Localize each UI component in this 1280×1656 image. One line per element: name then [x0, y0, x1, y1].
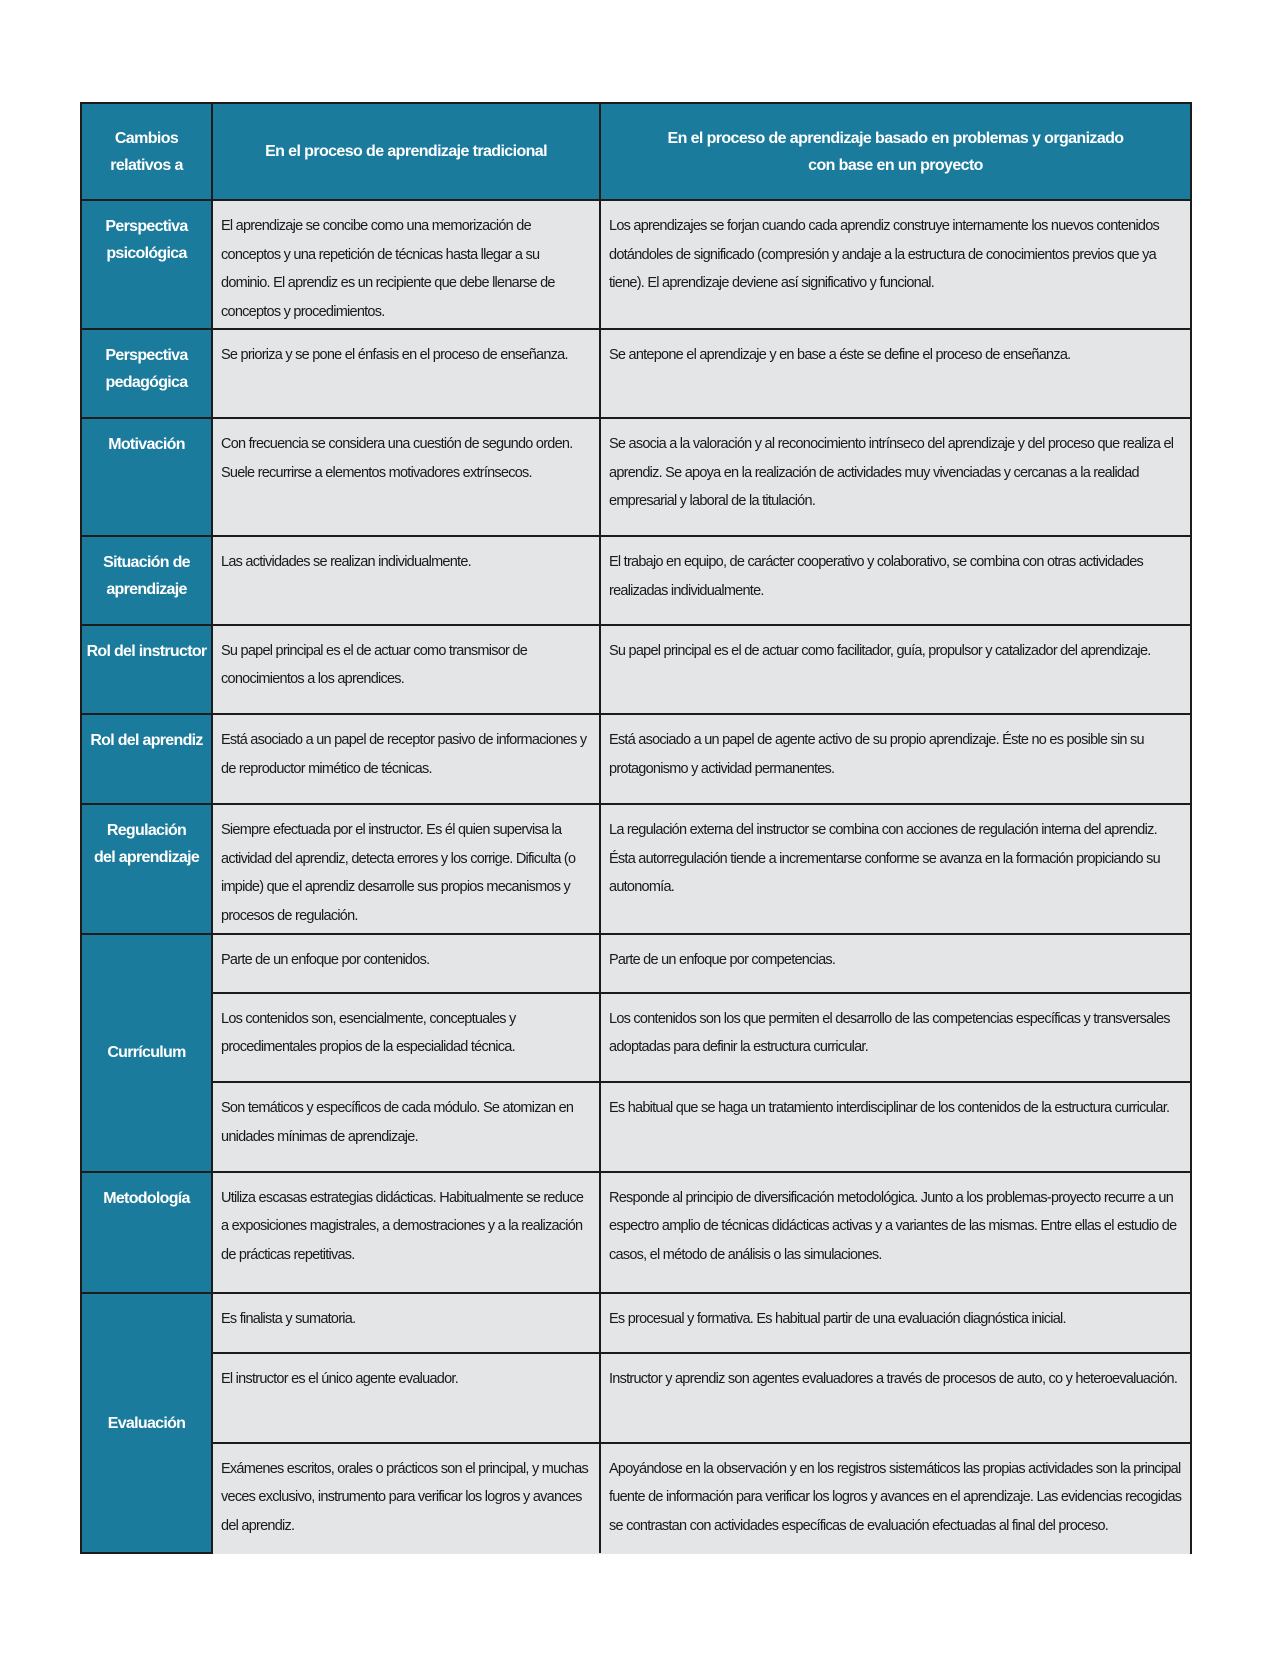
table-row — [82, 329, 1190, 418]
header-pbl: En el proceso de aprendizaje basado en problemas y organizado con base en un proyecto — [600, 104, 1190, 200]
cell-traditional: Con frecuencia se considera una cuestión de segundo orden. Suele recurrirse a elementos motivadores extrínsecos. — [212, 418, 600, 536]
cell-traditional: Parte de un enfoque por contenidos. — [212, 934, 600, 993]
cell-traditional: Está asociado a un papel de receptor pasivo de informaciones y de reproductor mimético de técnicas. — [212, 714, 600, 804]
cell-traditional: Los contenidos son, esencialmente, conceptuales y procedimentales propios de la especialidad técnica. — [212, 993, 600, 1083]
table-row — [82, 536, 1190, 625]
header-changes: Cambios relativos a — [82, 104, 212, 200]
cell-pbl: Los contenidos son los que permiten el desarrollo de las competencias específicas y transversales adoptadas para definir la estructura curricular. — [600, 993, 1190, 1083]
table-row — [82, 934, 1190, 993]
cell-pbl: Responde al principio de diversificación metodológica. Junto a los problemas-proyecto recurre a un espectro amplio de técnicas didácticas activas y a variantes de las mismas. Entre ellas el estudio de casos, el método de análisis o las simulaciones. — [600, 1172, 1190, 1293]
table-row — [82, 1443, 1190, 1553]
cell-pbl: Los aprendizajes se forjan cuando cada aprendiz construye internamente los nuevos contenidos dotándoles de significado (compresión y andaje a la estructura de conocimientos previos que ya tiene). El aprendizaje deviene así significativo y funcional. — [600, 200, 1190, 329]
table-row — [82, 625, 1190, 715]
row-label-regulation: Regulación del aprendizaje — [82, 804, 212, 933]
cell-traditional: Las actividades se realizan individualmente. — [212, 536, 600, 625]
table-row — [82, 804, 1190, 933]
row-label-pedagogical: Perspectiva pedagógica — [82, 329, 212, 418]
header-traditional: En el proceso de aprendizaje tradicional — [212, 104, 600, 200]
cell-pbl: Parte de un enfoque por competencias. — [600, 934, 1190, 993]
cell-pbl: Apoyándose en la observación y en los registros sistemáticos las propias actividades son la principal fuente de información para verificar los logros y avances en el aprendizaje. Las evidencias recogidas se contrastan con actividades específicas de evaluación efectuadas al final del proceso. — [600, 1443, 1190, 1553]
comparison-table-container — [80, 102, 1192, 1554]
cell-traditional: Siempre efectuada por el instructor. Es él quien supervisa la actividad del aprendiz, detecta errores y los corrige. Dificulta (o impide) que el aprendiz desarrolle sus propios mecanismos y procesos de regulación. — [212, 804, 600, 933]
cell-traditional: Son temáticos y específicos de cada módulo. Se atomizan en unidades mínimas de aprendizaje. — [212, 1082, 600, 1172]
table-row — [82, 1082, 1190, 1172]
cell-pbl: Instructor y aprendiz son agentes evaluadores a través de procesos de auto, co y heteroevaluación. — [600, 1353, 1190, 1443]
cell-traditional: Se prioriza y se pone el énfasis en el proceso de enseñanza. — [212, 329, 600, 418]
cell-pbl: Es habitual que se haga un tratamiento interdisciplinar de los contenidos de la estructura curricular. — [600, 1082, 1190, 1172]
cell-pbl: Se asocia a la valoración y al reconocimiento intrínseco del aprendizaje y del proceso que realiza el aprendiz. Se apoya en la realización de actividades muy vivenciadas y cercanas a la realidad empresarial y laboral de la titulación. — [600, 418, 1190, 536]
table-row — [82, 1172, 1190, 1293]
table-row — [82, 1353, 1190, 1443]
cell-traditional: Exámenes escritos, orales o prácticos son el principal, y muchas veces exclusivo, instrumento para verificar los logros y avances del aprendiz. — [212, 1443, 600, 1553]
row-label-learner-role: Rol del aprendiz — [82, 714, 212, 804]
table-row — [82, 200, 1190, 329]
comparison-table — [82, 104, 1190, 1554]
cell-pbl: La regulación externa del instructor se combina con acciones de regulación interna del aprendiz. Ésta autorregulación tiende a incrementarse conforme se avanza en la formación propiciando su autonomía. — [600, 804, 1190, 933]
table-row — [82, 1293, 1190, 1353]
cell-pbl: Su papel principal es el de actuar como facilitador, guía, propulsor y catalizador del aprendizaje. — [600, 625, 1190, 715]
row-label-psychological: Perspectiva psicológica — [82, 200, 212, 329]
cell-pbl: Está asociado a un papel de agente activo de su propio aprendizaje. Éste no es posible sin su protagonismo y actividad permanentes. — [600, 714, 1190, 804]
row-label-motivation: Motivación — [82, 418, 212, 536]
row-label-curriculum: Currículum — [82, 934, 212, 1172]
cell-traditional: Es finalista y sumatoria. — [212, 1293, 600, 1353]
row-label-learning-situation: Situación de aprendizaje — [82, 536, 212, 625]
cell-pbl: El trabajo en equipo, de carácter cooperativo y colaborativo, se combina con otras actividades realizadas individualmente. — [600, 536, 1190, 625]
cell-traditional: El instructor es el único agente evaluador. — [212, 1353, 600, 1443]
cell-traditional: Utiliza escasas estrategias didácticas. Habitualmente se reduce a exposiciones magistrales, a demostraciones y a la realización de prácticas repetitivas. — [212, 1172, 600, 1293]
table-row — [82, 714, 1190, 804]
cell-pbl: Es procesual y formativa. Es habitual partir de una evaluación diagnóstica inicial. — [600, 1293, 1190, 1353]
table-row — [82, 993, 1190, 1083]
cell-pbl: Se antepone el aprendizaje y en base a éste se define el proceso de enseñanza. — [600, 329, 1190, 418]
row-label-methodology: Metodología — [82, 1172, 212, 1293]
table-row — [82, 418, 1190, 536]
row-label-evaluation: Evaluación — [82, 1293, 212, 1553]
table-header-row — [82, 104, 1190, 200]
cell-traditional: Su papel principal es el de actuar como transmisor de conocimientos a los aprendices. — [212, 625, 600, 715]
row-label-instructor-role: Rol del instructor — [82, 625, 212, 715]
cell-traditional: El aprendizaje se concibe como una memorización de conceptos y una repetición de técnicas hasta llegar a su dominio. El aprendiz es un recipiente que debe llenarse de conceptos y procedimientos. — [212, 200, 600, 329]
